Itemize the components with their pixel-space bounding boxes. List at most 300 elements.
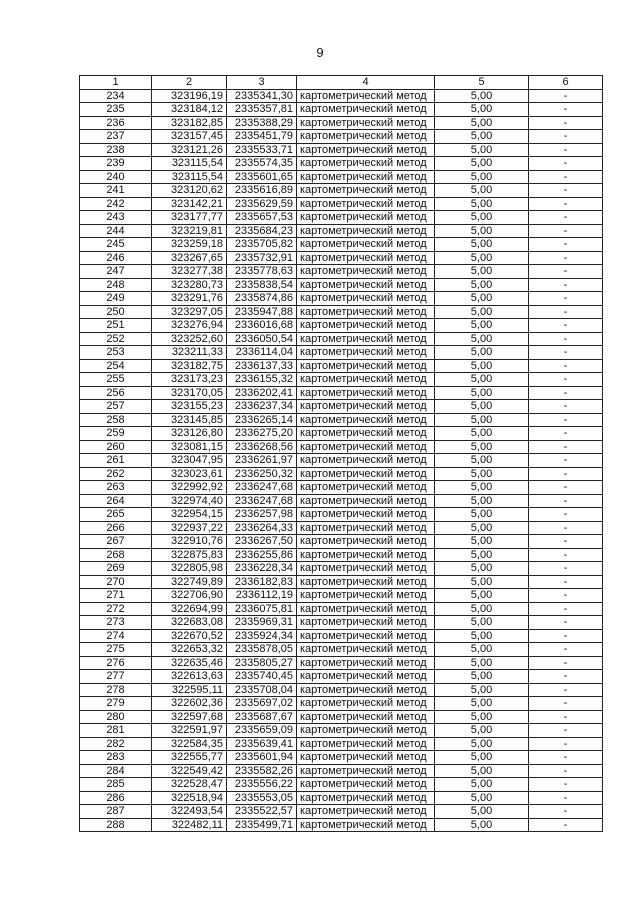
accuracy-cell: 5,00 (435, 278, 529, 292)
x-coordinate-cell: 322528,47 (152, 778, 227, 792)
point-number-cell: 263 (80, 481, 152, 495)
x-coordinate-cell: 323115,54 (152, 170, 227, 184)
point-number-cell: 265 (80, 508, 152, 522)
point-number-cell: 258 (80, 413, 152, 427)
x-coordinate-cell: 323276,94 (152, 319, 227, 333)
accuracy-cell: 5,00 (435, 575, 529, 589)
y-coordinate-cell: 2336247,68 (227, 494, 297, 508)
table-row (80, 602, 603, 616)
x-coordinate-cell: 323196,19 (152, 89, 227, 103)
point-number-cell: 246 (80, 251, 152, 265)
y-coordinate-cell: 2335629,59 (227, 197, 297, 211)
note-cell: - (529, 319, 603, 333)
table-row (80, 724, 603, 738)
x-coordinate-cell: 323182,75 (152, 359, 227, 373)
method-cell: картометрический метод (297, 224, 435, 238)
table-row (80, 89, 603, 103)
table-row (80, 791, 603, 805)
accuracy-cell: 5,00 (435, 818, 529, 832)
table-row (80, 359, 603, 373)
point-number-cell: 261 (80, 454, 152, 468)
accuracy-cell: 5,00 (435, 508, 529, 522)
table-row (80, 737, 603, 751)
method-cell: картометрический метод (297, 805, 435, 819)
y-coordinate-cell: 2336268,56 (227, 440, 297, 454)
point-number-cell: 272 (80, 602, 152, 616)
x-coordinate-cell: 323252,60 (152, 332, 227, 346)
x-coordinate-cell: 322749,89 (152, 575, 227, 589)
table-row (80, 116, 603, 130)
method-cell: картометрический метод (297, 751, 435, 765)
y-coordinate-cell: 2336237,34 (227, 400, 297, 414)
point-number-cell: 275 (80, 643, 152, 657)
accuracy-cell: 5,00 (435, 292, 529, 306)
y-coordinate-cell: 2336257,98 (227, 508, 297, 522)
accuracy-cell: 5,00 (435, 211, 529, 225)
accuracy-cell: 5,00 (435, 427, 529, 441)
note-cell: - (529, 764, 603, 778)
x-coordinate-cell: 322584,35 (152, 737, 227, 751)
table-row (80, 656, 603, 670)
point-number-cell: 276 (80, 656, 152, 670)
point-number-cell: 242 (80, 197, 152, 211)
x-coordinate-cell: 323173,23 (152, 373, 227, 387)
accuracy-cell: 5,00 (435, 494, 529, 508)
y-coordinate-cell: 2336155,32 (227, 373, 297, 387)
note-cell: - (529, 670, 603, 684)
x-coordinate-cell: 322683,08 (152, 616, 227, 630)
method-cell: картометрический метод (297, 400, 435, 414)
y-coordinate-cell: 2336112,19 (227, 589, 297, 603)
accuracy-cell: 5,00 (435, 386, 529, 400)
point-number-cell: 288 (80, 818, 152, 832)
x-coordinate-cell: 323120,62 (152, 184, 227, 198)
table-row (80, 238, 603, 252)
accuracy-cell: 5,00 (435, 224, 529, 238)
y-coordinate-cell: 2335582,26 (227, 764, 297, 778)
table-row (80, 670, 603, 684)
y-coordinate-cell: 2335708,04 (227, 683, 297, 697)
table-row (80, 319, 603, 333)
method-cell: картометрический метод (297, 427, 435, 441)
table-row (80, 292, 603, 306)
note-cell: - (529, 724, 603, 738)
table-row (80, 508, 603, 522)
point-number-cell: 253 (80, 346, 152, 360)
point-number-cell: 248 (80, 278, 152, 292)
note-cell: - (529, 602, 603, 616)
point-number-cell: 243 (80, 211, 152, 225)
table-row (80, 562, 603, 576)
x-coordinate-cell: 322602,36 (152, 697, 227, 711)
note-cell: - (529, 656, 603, 670)
table-row (80, 778, 603, 792)
table-row (80, 413, 603, 427)
accuracy-cell: 5,00 (435, 319, 529, 333)
note-cell: - (529, 359, 603, 373)
y-coordinate-cell: 2335657,53 (227, 211, 297, 225)
point-number-cell: 287 (80, 805, 152, 819)
x-coordinate-cell: 323170,05 (152, 386, 227, 400)
method-cell: картометрический метод (297, 791, 435, 805)
table-row (80, 548, 603, 562)
y-coordinate-cell: 2336075,81 (227, 602, 297, 616)
note-cell: - (529, 467, 603, 481)
method-cell: картометрический метод (297, 818, 435, 832)
point-number-cell: 264 (80, 494, 152, 508)
y-coordinate-cell: 2336050,54 (227, 332, 297, 346)
point-number-cell: 267 (80, 535, 152, 549)
y-coordinate-cell: 2335522,57 (227, 805, 297, 819)
y-coordinate-cell: 2336264,33 (227, 521, 297, 535)
point-number-cell: 279 (80, 697, 152, 711)
point-number-cell: 251 (80, 319, 152, 333)
note-cell: - (529, 130, 603, 144)
y-coordinate-cell: 2335874,86 (227, 292, 297, 306)
method-cell: картометрический метод (297, 89, 435, 103)
table-row (80, 454, 603, 468)
table-row (80, 373, 603, 387)
point-number-cell: 273 (80, 616, 152, 630)
accuracy-cell: 5,00 (435, 805, 529, 819)
table-row (80, 805, 603, 819)
accuracy-cell: 5,00 (435, 454, 529, 468)
y-coordinate-cell: 2335947,88 (227, 305, 297, 319)
y-coordinate-cell: 2335601,65 (227, 170, 297, 184)
y-coordinate-cell: 2336202,41 (227, 386, 297, 400)
method-cell: картометрический метод (297, 575, 435, 589)
note-cell: - (529, 170, 603, 184)
x-coordinate-cell: 322694,99 (152, 602, 227, 616)
method-cell: картометрический метод (297, 737, 435, 751)
accuracy-cell: 5,00 (435, 359, 529, 373)
method-cell: картометрический метод (297, 278, 435, 292)
note-cell: - (529, 751, 603, 765)
x-coordinate-cell: 322635,46 (152, 656, 227, 670)
table-row (80, 427, 603, 441)
point-number-cell: 238 (80, 143, 152, 157)
point-number-cell: 286 (80, 791, 152, 805)
point-number-cell: 262 (80, 467, 152, 481)
x-coordinate-cell: 323157,45 (152, 130, 227, 144)
note-cell: - (529, 224, 603, 238)
x-coordinate-cell: 323277,38 (152, 265, 227, 279)
x-coordinate-cell: 322493,54 (152, 805, 227, 819)
point-number-cell: 236 (80, 116, 152, 130)
accuracy-cell: 5,00 (435, 143, 529, 157)
point-number-cell: 256 (80, 386, 152, 400)
x-coordinate-cell: 322595,11 (152, 683, 227, 697)
note-cell: - (529, 251, 603, 265)
note-cell: - (529, 589, 603, 603)
y-coordinate-cell: 2335616,89 (227, 184, 297, 198)
accuracy-cell: 5,00 (435, 130, 529, 144)
method-cell: картометрический метод (297, 440, 435, 454)
table-body (80, 89, 603, 832)
table-row (80, 481, 603, 495)
accuracy-cell: 5,00 (435, 629, 529, 643)
table-row (80, 751, 603, 765)
method-cell: картометрический метод (297, 670, 435, 684)
accuracy-cell: 5,00 (435, 197, 529, 211)
note-cell: - (529, 197, 603, 211)
x-coordinate-cell: 322992,92 (152, 481, 227, 495)
accuracy-cell: 5,00 (435, 103, 529, 117)
accuracy-cell: 5,00 (435, 238, 529, 252)
x-coordinate-cell: 322518,94 (152, 791, 227, 805)
y-coordinate-cell: 2335924,34 (227, 629, 297, 643)
accuracy-cell: 5,00 (435, 548, 529, 562)
y-coordinate-cell: 2335705,82 (227, 238, 297, 252)
x-coordinate-cell: 322706,90 (152, 589, 227, 603)
note-cell: - (529, 143, 603, 157)
method-cell: картометрический метод (297, 359, 435, 373)
table-row (80, 629, 603, 643)
accuracy-cell: 5,00 (435, 724, 529, 738)
accuracy-cell: 5,00 (435, 683, 529, 697)
coordinates-table (79, 75, 603, 832)
y-coordinate-cell: 2335838,54 (227, 278, 297, 292)
x-coordinate-cell: 323081,15 (152, 440, 227, 454)
table-row (80, 440, 603, 454)
note-cell: - (529, 683, 603, 697)
note-cell: - (529, 629, 603, 643)
method-cell: картометрический метод (297, 184, 435, 198)
point-number-cell: 269 (80, 562, 152, 576)
method-cell: картометрический метод (297, 413, 435, 427)
method-cell: картометрический метод (297, 764, 435, 778)
method-cell: картометрический метод (297, 454, 435, 468)
point-number-cell: 266 (80, 521, 152, 535)
method-cell: картометрический метод (297, 346, 435, 360)
x-coordinate-cell: 323177,77 (152, 211, 227, 225)
method-cell: картометрический метод (297, 548, 435, 562)
accuracy-cell: 5,00 (435, 562, 529, 576)
note-cell: - (529, 292, 603, 306)
y-coordinate-cell: 2335878,05 (227, 643, 297, 657)
accuracy-cell: 5,00 (435, 251, 529, 265)
method-cell: картометрический метод (297, 332, 435, 346)
point-number-cell: 247 (80, 265, 152, 279)
x-coordinate-cell: 323184,12 (152, 103, 227, 117)
accuracy-cell: 5,00 (435, 305, 529, 319)
method-cell: картометрический метод (297, 305, 435, 319)
method-cell: картометрический метод (297, 481, 435, 495)
point-number-cell: 245 (80, 238, 152, 252)
y-coordinate-cell: 2335556,22 (227, 778, 297, 792)
accuracy-cell: 5,00 (435, 764, 529, 778)
method-cell: картометрический метод (297, 602, 435, 616)
x-coordinate-cell: 322974,40 (152, 494, 227, 508)
method-cell: картометрический метод (297, 157, 435, 171)
note-cell: - (529, 778, 603, 792)
table-row (80, 710, 603, 724)
note-cell: - (529, 116, 603, 130)
y-coordinate-cell: 2335639,41 (227, 737, 297, 751)
y-coordinate-cell: 2335601,94 (227, 751, 297, 765)
note-cell: - (529, 521, 603, 535)
y-coordinate-cell: 2336247,68 (227, 481, 297, 495)
note-cell: - (529, 562, 603, 576)
method-cell: картометрический метод (297, 238, 435, 252)
method-cell: картометрический метод (297, 373, 435, 387)
x-coordinate-cell: 323023,61 (152, 467, 227, 481)
point-number-cell: 252 (80, 332, 152, 346)
note-cell: - (529, 373, 603, 387)
note-cell: - (529, 481, 603, 495)
y-coordinate-cell: 2336265,14 (227, 413, 297, 427)
x-coordinate-cell: 323047,95 (152, 454, 227, 468)
x-coordinate-cell: 322954,15 (152, 508, 227, 522)
table-row (80, 386, 603, 400)
table-row (80, 130, 603, 144)
note-cell: - (529, 346, 603, 360)
table-row (80, 157, 603, 171)
y-coordinate-cell: 2336267,50 (227, 535, 297, 549)
table-row (80, 818, 603, 832)
accuracy-cell: 5,00 (435, 589, 529, 603)
note-cell: - (529, 508, 603, 522)
y-coordinate-cell: 2336261,97 (227, 454, 297, 468)
accuracy-cell: 5,00 (435, 481, 529, 495)
point-number-cell: 239 (80, 157, 152, 171)
y-coordinate-cell: 2335969,31 (227, 616, 297, 630)
x-coordinate-cell: 322613,63 (152, 670, 227, 684)
method-cell: картометрический метод (297, 535, 435, 549)
method-cell: картометрический метод (297, 508, 435, 522)
table-row (80, 211, 603, 225)
table-row (80, 616, 603, 630)
note-cell: - (529, 710, 603, 724)
accuracy-cell: 5,00 (435, 521, 529, 535)
table-row (80, 143, 603, 157)
table-row (80, 494, 603, 508)
x-coordinate-cell: 322555,77 (152, 751, 227, 765)
x-coordinate-cell: 323297,05 (152, 305, 227, 319)
note-cell: - (529, 332, 603, 346)
method-cell: картометрический метод (297, 697, 435, 711)
accuracy-cell: 5,00 (435, 697, 529, 711)
point-number-cell: 257 (80, 400, 152, 414)
method-cell: картометрический метод (297, 616, 435, 630)
y-coordinate-cell: 2336250,32 (227, 467, 297, 481)
note-cell: - (529, 265, 603, 279)
accuracy-cell: 5,00 (435, 751, 529, 765)
method-cell: картометрический метод (297, 710, 435, 724)
x-coordinate-cell: 322805,98 (152, 562, 227, 576)
x-coordinate-cell: 323121,26 (152, 143, 227, 157)
column-header-point-number: 1 (80, 76, 152, 90)
x-coordinate-cell: 323219,81 (152, 224, 227, 238)
point-number-cell: 235 (80, 103, 152, 117)
method-cell: картометрический метод (297, 292, 435, 306)
accuracy-cell: 5,00 (435, 643, 529, 657)
x-coordinate-cell: 323280,73 (152, 278, 227, 292)
y-coordinate-cell: 2335687,67 (227, 710, 297, 724)
x-coordinate-cell: 323267,65 (152, 251, 227, 265)
note-cell: - (529, 211, 603, 225)
x-coordinate-cell: 322670,52 (152, 629, 227, 643)
y-coordinate-cell: 2335388,29 (227, 116, 297, 130)
accuracy-cell: 5,00 (435, 737, 529, 751)
note-cell: - (529, 535, 603, 549)
y-coordinate-cell: 2335778,63 (227, 265, 297, 279)
y-coordinate-cell: 2335659,09 (227, 724, 297, 738)
method-cell: картометрический метод (297, 265, 435, 279)
method-cell: картометрический метод (297, 778, 435, 792)
accuracy-cell: 5,00 (435, 265, 529, 279)
point-number-cell: 274 (80, 629, 152, 643)
note-cell: - (529, 616, 603, 630)
accuracy-cell: 5,00 (435, 89, 529, 103)
method-cell: картометрический метод (297, 724, 435, 738)
y-coordinate-cell: 2335574,35 (227, 157, 297, 171)
point-number-cell: 240 (80, 170, 152, 184)
accuracy-cell: 5,00 (435, 791, 529, 805)
x-coordinate-cell: 322937,22 (152, 521, 227, 535)
x-coordinate-cell: 323155,23 (152, 400, 227, 414)
note-cell: - (529, 103, 603, 117)
point-number-cell: 280 (80, 710, 152, 724)
x-coordinate-cell: 323259,18 (152, 238, 227, 252)
method-cell: картометрический метод (297, 386, 435, 400)
method-cell: картометрический метод (297, 643, 435, 657)
point-number-cell: 237 (80, 130, 152, 144)
table-row (80, 683, 603, 697)
method-cell: картометрический метод (297, 251, 435, 265)
table-row (80, 535, 603, 549)
table-row (80, 400, 603, 414)
accuracy-cell: 5,00 (435, 670, 529, 684)
page-number: 9 (316, 45, 324, 60)
method-cell: картометрический метод (297, 521, 435, 535)
note-cell: - (529, 400, 603, 414)
point-number-cell: 249 (80, 292, 152, 306)
y-coordinate-cell: 2335697,02 (227, 697, 297, 711)
accuracy-cell: 5,00 (435, 535, 529, 549)
column-header-x: 2 (152, 76, 227, 90)
point-number-cell: 278 (80, 683, 152, 697)
point-number-cell: 283 (80, 751, 152, 765)
y-coordinate-cell: 2336228,34 (227, 562, 297, 576)
y-coordinate-cell: 2335357,81 (227, 103, 297, 117)
method-cell: картометрический метод (297, 683, 435, 697)
x-coordinate-cell: 323182,85 (152, 116, 227, 130)
point-number-cell: 260 (80, 440, 152, 454)
note-cell: - (529, 157, 603, 171)
accuracy-cell: 5,00 (435, 116, 529, 130)
table-row (80, 103, 603, 117)
table-row (80, 764, 603, 778)
point-number-cell: 244 (80, 224, 152, 238)
x-coordinate-cell: 322597,68 (152, 710, 227, 724)
method-cell: картометрический метод (297, 656, 435, 670)
point-number-cell: 259 (80, 427, 152, 441)
method-cell: картометрический метод (297, 143, 435, 157)
table-row (80, 278, 603, 292)
note-cell: - (529, 548, 603, 562)
x-coordinate-cell: 323126,80 (152, 427, 227, 441)
x-coordinate-cell: 322591,97 (152, 724, 227, 738)
method-cell: картометрический метод (297, 589, 435, 603)
method-cell: картометрический метод (297, 103, 435, 117)
y-coordinate-cell: 2335553,05 (227, 791, 297, 805)
accuracy-cell: 5,00 (435, 467, 529, 481)
note-cell: - (529, 440, 603, 454)
method-cell: картометрический метод (297, 197, 435, 211)
x-coordinate-cell: 322482,11 (152, 818, 227, 832)
table-row (80, 170, 603, 184)
